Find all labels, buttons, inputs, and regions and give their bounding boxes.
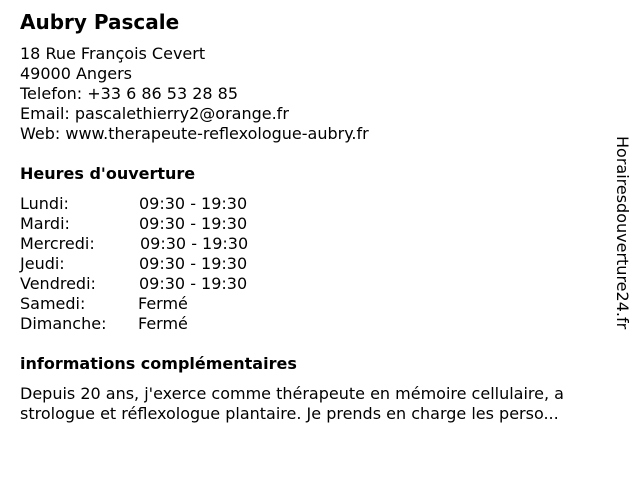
time-value: 09:30 - 19:30: [139, 194, 248, 213]
address-city: 49000 Angers: [20, 64, 132, 83]
time-value: Fermé: [138, 294, 188, 313]
hours-row-wednesday: [20, 234, 280, 254]
time-value: 09:30 - 19:30: [140, 234, 249, 253]
day-label: Samedi:: [20, 294, 86, 313]
opening-hours-heading: Heures d'ouverture: [20, 164, 196, 183]
description-text: [20, 384, 620, 424]
hours-row-friday: [20, 274, 280, 294]
time-value: 09:30 - 19:30: [139, 274, 248, 293]
website: Web: www.therapeute-reflexologue-aubry.fr: [20, 124, 369, 143]
hours-row-thursday: [20, 254, 280, 274]
opening-hours-table: [20, 194, 280, 334]
day-label: Jeudi:: [20, 254, 65, 273]
day-label: Vendredi:: [20, 274, 96, 293]
time-value: 09:30 - 19:30: [139, 214, 248, 233]
day-label: Mercredi:: [20, 234, 95, 253]
email-address: Email: pascalethierry2@orange.fr: [20, 104, 289, 123]
hours-row-tuesday: [20, 214, 280, 234]
time-value: 09:30 - 19:30: [139, 254, 248, 273]
day-label: Dimanche:: [20, 314, 107, 333]
time-value: Fermé: [138, 314, 188, 333]
hours-row-sunday: [20, 314, 280, 334]
phone-number: Telefon: +33 6 86 53 28 85: [20, 84, 239, 103]
address-street: 18 Rue François Cevert: [20, 44, 206, 63]
site-watermark: Horairesdouverture24.fr: [613, 136, 632, 330]
business-name: Aubry Pascale: [20, 10, 180, 34]
hours-row-monday: [20, 194, 280, 214]
description-line-1: Depuis 20 ans, j'exerce comme thérapeute en mémoire cellulaire, a: [20, 384, 564, 403]
additional-info-heading: informations complémentaires: [20, 354, 297, 373]
hours-row-saturday: [20, 294, 280, 314]
description-line-2: strologue et réflexologue plantaire. Je prends en charge les perso...: [20, 404, 559, 423]
contact-block: [20, 44, 369, 144]
day-label: Mardi:: [20, 214, 70, 233]
day-label: Lundi:: [20, 194, 69, 213]
